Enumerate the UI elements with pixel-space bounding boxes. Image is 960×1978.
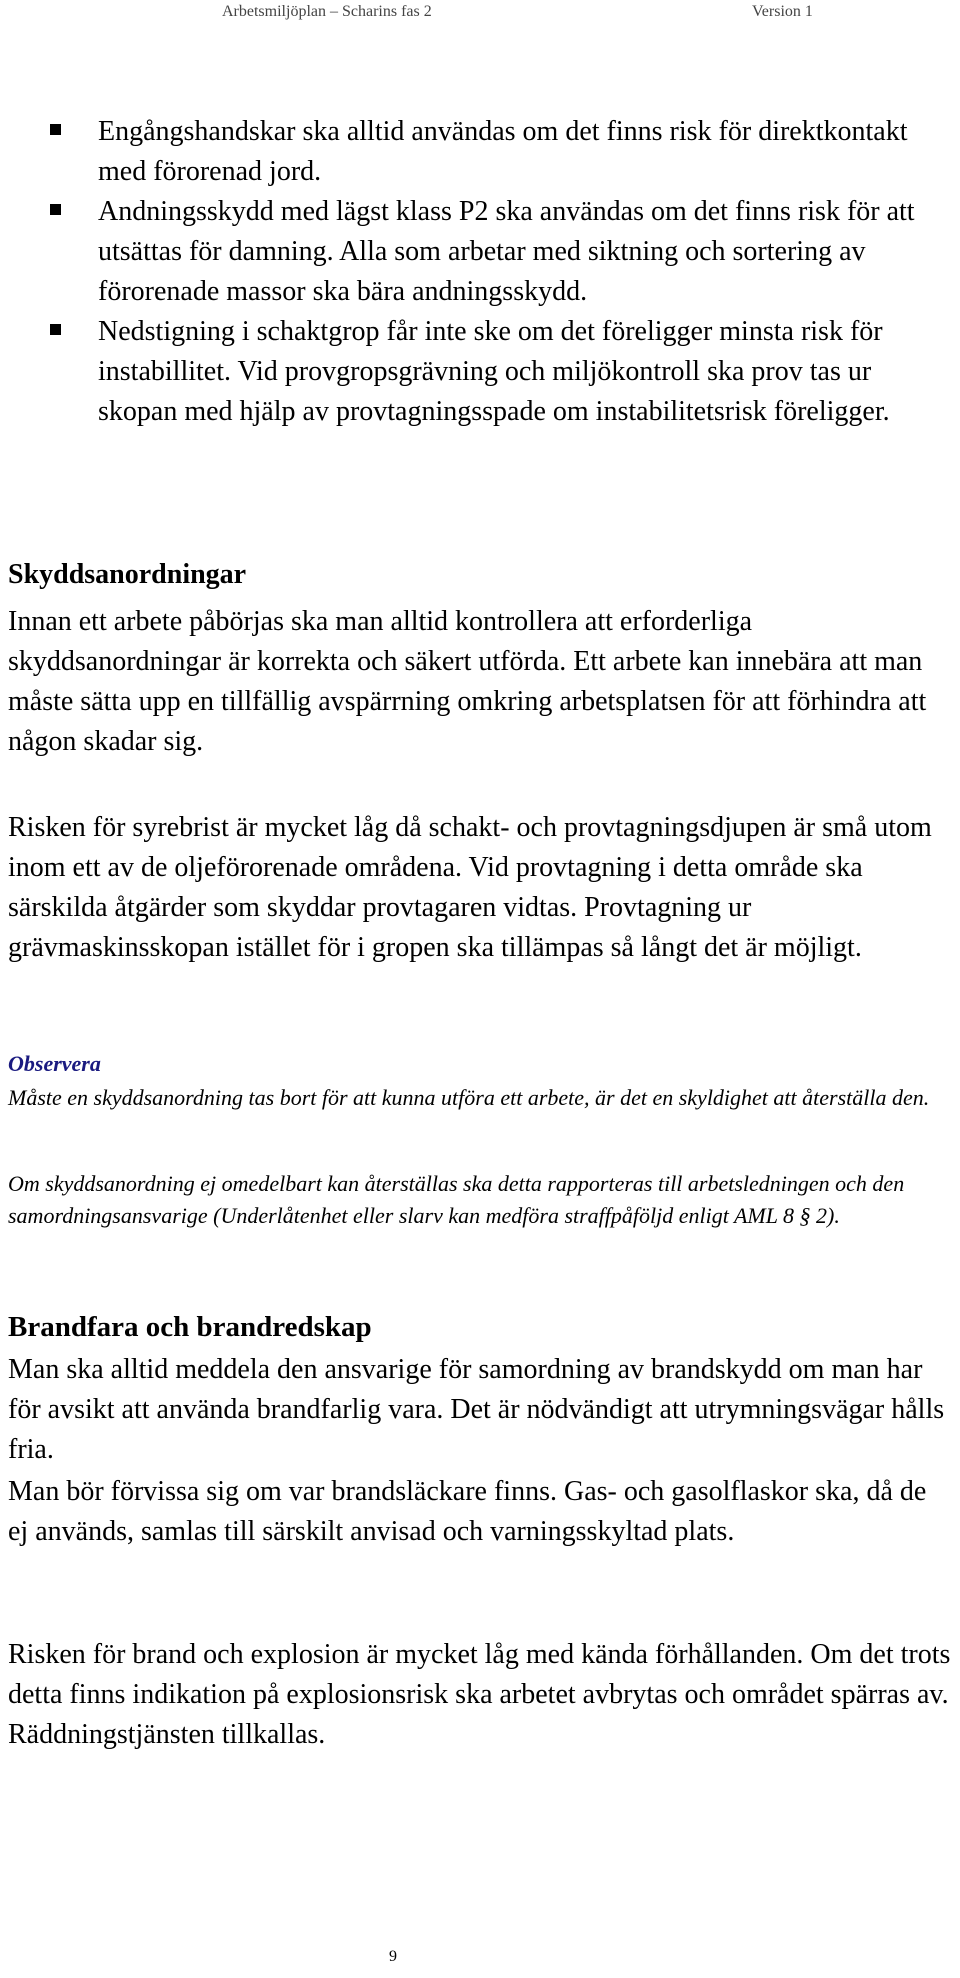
observera-para-2-wrap [8, 1168, 953, 1232]
square-bullet-icon [50, 204, 61, 215]
observera-heading: Observera [8, 1051, 101, 1076]
observera-paragraph-2: Om skyddsanordning ej omedelbart kan återställas ska detta rapporteras till arbetsledningen och den samordningsansvarige (Underlåtenhet eller slarv kan medföra straffpåföljd enligt AML 8 § 2). [8, 1171, 905, 1228]
brand-paragraph-3: Risken för brand och explosion är mycket låg med kända förhållanden. Om det trots detta finns indikation på explosionsrisk ska arbetet avbrytas och området spärras av. Räddningstjänsten tillkallas. [8, 1639, 951, 1750]
skydd-section [8, 555, 953, 595]
skydd-para-2-wrap [8, 808, 953, 968]
observera-paragraph-1: Måste en skyddsanordning tas bort för att kunna utföra ett arbete, är det en skyldighet att återställa den. [8, 1085, 930, 1110]
skydd-paragraph-1: Innan ett arbete påbörjas ska man alltid kontrollera att erforderliga skyddsanordningar är korrekta och säkert utförda. Ett arbete kan innebära att man måste sätta upp en tillfällig avspärrning omkring arbetsplatsen för att förhindra att någon skadar sig. [8, 606, 927, 757]
skydd-para-1-wrap [8, 602, 953, 762]
bullet-text: Andningsskydd med lägst klass P2 ska användas om det finns risk för att utsättas för damning. Alla som arbetar med siktning och sortering av förorenade massor ska bära andningsskydd. [98, 196, 915, 307]
list-item [0, 112, 960, 192]
brand-para-2-wrap [8, 1472, 953, 1552]
bullet-text: Engångshandskar ska alltid användas om det finns risk för direktkontakt med förorenad jord. [98, 116, 908, 187]
page-header [0, 0, 960, 26]
square-bullet-icon [50, 324, 61, 335]
section-heading-skyddsanordningar: Skyddsanordningar [8, 559, 247, 590]
page-number: 9 [389, 1948, 397, 1965]
skydd-paragraph-2: Risken för syrebrist är mycket låg då schakt- och provtagningsdjupen är små utom inom ett av de oljeförorenade områdena. Vid provtagning i detta område ska särskilda åtgärder som skyddar provtagaren vidtas. Provtagning ur grävmaskinsskopan istället för i gropen ska tillämpas så långt det är möjligt. [8, 812, 932, 963]
list-item [0, 192, 960, 312]
observera-para-1-wrap [8, 1082, 953, 1114]
square-bullet-icon [50, 124, 61, 135]
bullet-text: Nedstigning i schaktgrop får inte ske om det föreligger minsta risk för instabillitet. Vid provgropsgrävning och miljökontroll ska prov tas ur skopan med hjälp av provtagningsspade om instabilitetsrisk föreligger. [98, 316, 890, 427]
header-title: Arbetsmiljöplan – Scharins fas 2 [222, 3, 432, 20]
list-item [0, 312, 960, 432]
section-heading-brandfara: Brandfara och brandredskap [8, 1311, 372, 1343]
brand-para-1-wrap [8, 1350, 953, 1470]
brand-paragraph-1: Man ska alltid meddela den ansvarige för samordning av brandskydd om man har för avsikt att använda brandfarlig vara. Det är nödvändigt att utrymningsvägar hålls fria. [8, 1354, 945, 1465]
safety-bullet-list [0, 112, 960, 432]
observera-section [8, 1049, 953, 1079]
header-version: Version 1 [752, 3, 813, 20]
brand-para-3-wrap [8, 1635, 953, 1755]
brand-paragraph-2: Man bör förvissa sig om var brandsläckare finns. Gas- och gasolflaskor ska, då de ej används, samlas till särskilt anvisad och varningsskyltad plats. [8, 1476, 927, 1547]
brand-section [8, 1307, 953, 1347]
